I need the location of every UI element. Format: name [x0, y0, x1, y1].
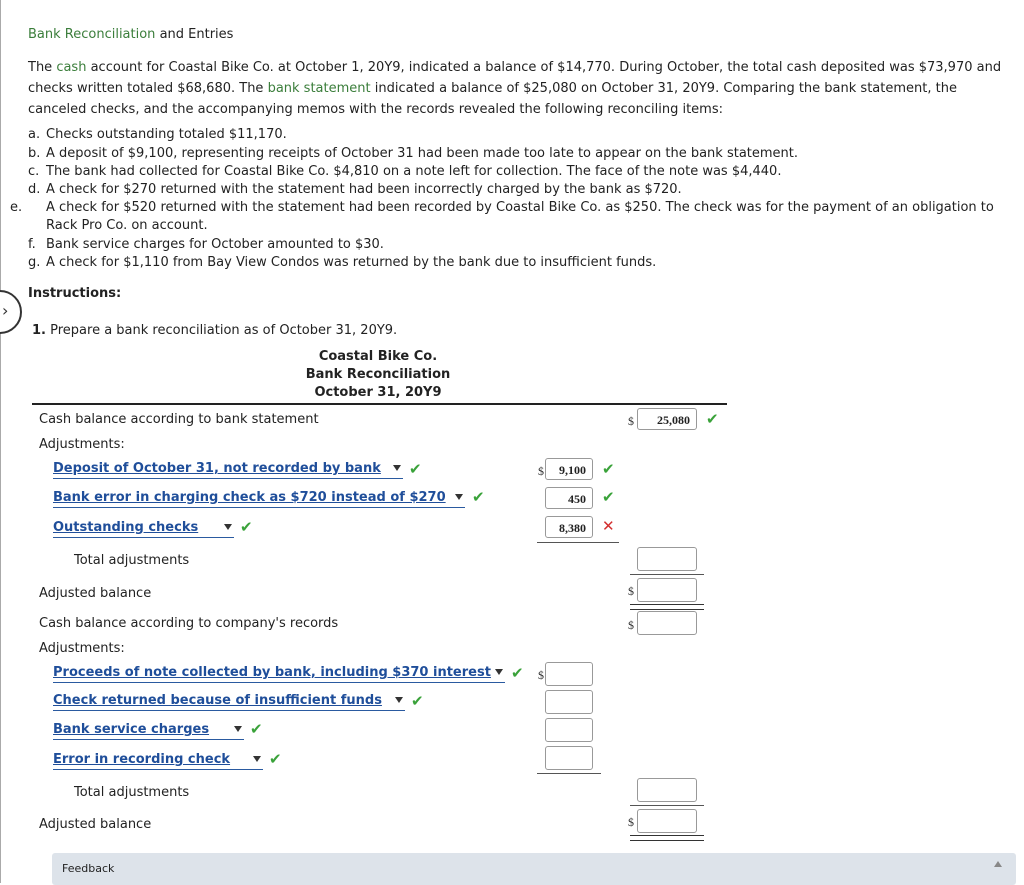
bank-adjustments-label: Adjustments: [39, 437, 125, 452]
correct-check-icon: ✔ [409, 460, 422, 478]
company-adjusted-balance-input[interactable] [637, 809, 697, 833]
company-adjustment-dropdown-3[interactable] [53, 721, 244, 740]
dollar-sign: $ [538, 464, 544, 478]
list-item [28, 145, 1013, 163]
feedback-label: Feedback [62, 862, 115, 875]
company-total-adjustments-input[interactable] [637, 778, 697, 802]
correct-check-icon: ✔ [602, 488, 615, 506]
item-text: A check for $270 returned with the statement had been incorrectly charged by the bank as $720. [46, 182, 682, 197]
subtotal-rule [537, 773, 601, 774]
correct-check-icon: ✔ [602, 460, 615, 478]
feedback-panel[interactable] [52, 853, 1016, 885]
question-number: 1. [32, 323, 46, 338]
dollar-sign: $ [628, 414, 634, 428]
page-left-border [0, 0, 1, 883]
company-adjustment-input-1[interactable] [545, 662, 593, 686]
bank-adjusted-balance-label: Adjusted balance [39, 586, 152, 601]
list-item [28, 181, 1013, 199]
list-item [28, 163, 1013, 181]
double-underline [630, 604, 704, 610]
instructions-heading: Instructions: [28, 286, 122, 301]
nav-previous-button[interactable] [0, 290, 22, 334]
page-title [28, 27, 233, 42]
bank-adjustment-dropdown-3[interactable] [53, 519, 234, 538]
dollar-sign: $ [628, 584, 634, 598]
item-label: c. [28, 164, 40, 179]
question-prompt [32, 323, 397, 338]
statement-name: Bank Reconciliation [305, 367, 451, 382]
item-text: Checks outstanding totaled $11,170. [46, 127, 287, 142]
bank-adjustment-input-1[interactable]: 9,100 [545, 458, 593, 480]
correct-check-icon: ✔ [269, 750, 282, 768]
title-suffix: and Entries [155, 27, 234, 42]
list-item [28, 126, 1013, 144]
bank-total-adjustments-label: Total adjustments [74, 553, 190, 568]
chevron-down-icon [224, 524, 232, 530]
item-text: A check for $520 returned with the statement had been recorded by Coastal Bike Co. as $250. The check was for the payment of an obligation to Rack Pro Co. on account. [46, 200, 994, 233]
chevron-down-icon [393, 465, 401, 471]
dropdown-selected-text: Deposit of October 31, not recorded by bank [53, 461, 381, 476]
dollar-sign: $ [538, 668, 544, 682]
problem-text-2: account for Coastal Bike Co. at October 1, 20Y9, indicated a balance of $14,770. During October, the total cash deposited was $73,970 and checks written totaled $68,680. The [28, 60, 1002, 96]
item-text: A deposit of $9,100, representing receipts of October 31 had been made too late to appear on the bank statement. [46, 146, 799, 161]
item-label: e. [10, 200, 23, 215]
dropdown-selected-text: Check returned because of insufficient funds [53, 693, 382, 708]
statement-date: October 31, 20Y9 [314, 385, 442, 400]
item-label: g. [28, 255, 41, 270]
item-text: The bank had collected for Coastal Bike Co. $4,810 on a note left for collection. The face of the note was $4,440. [46, 164, 782, 179]
bank-adjusted-balance-input[interactable] [637, 578, 697, 602]
problem-text-3: indicated a balance of $25,080 on October 31, 20Y9. Comparing the bank statement, the canceled checks, and the accompanying memos with the records revealed the following reconciling items: [28, 81, 957, 117]
dollar-sign: $ [628, 815, 634, 829]
item-text: A check for $1,110 from Bay View Condos was returned by the bank due to insufficient funds. [46, 255, 657, 270]
correct-check-icon: ✔ [250, 720, 263, 738]
item-label: a. [28, 127, 41, 142]
company-adjustment-input-3[interactable] [545, 718, 593, 742]
dropdown-selected-text: Outstanding checks [53, 520, 199, 535]
company-adjustment-dropdown-2[interactable] [53, 692, 405, 711]
item-label: b. [28, 146, 41, 161]
company-adjustment-input-2[interactable] [545, 690, 593, 714]
subtotal-rule [630, 574, 704, 575]
company-total-adjustments-label: Total adjustments [74, 785, 190, 800]
list-item [28, 236, 1013, 254]
subtotal-rule [630, 805, 704, 806]
company-adjustment-dropdown-4[interactable] [53, 751, 263, 770]
cash-glossary-link[interactable]: cash [56, 60, 87, 75]
list-item [10, 199, 1016, 235]
correct-check-icon: ✔ [706, 410, 719, 428]
dropdown-selected-text: Bank service charges [53, 722, 210, 737]
correct-check-icon: ✔ [511, 664, 524, 682]
question-text: Prepare a bank reconciliation as of October 31, 20Y9. [50, 323, 398, 338]
bank-balance-label: Cash balance according to bank statement [39, 412, 319, 427]
bank-adjustment-dropdown-1[interactable] [53, 460, 403, 479]
chevron-down-icon [234, 726, 242, 732]
company-balance-input[interactable] [637, 611, 697, 635]
company-adjustment-input-4[interactable] [545, 746, 593, 770]
subtotal-rule [537, 542, 619, 543]
bank-balance-input[interactable]: 25,080 [637, 408, 697, 430]
statement-company: Coastal Bike Co. [318, 349, 438, 364]
bank-adjustment-dropdown-2[interactable] [53, 489, 465, 508]
incorrect-x-icon: ✕ [602, 517, 615, 535]
bank-adjustment-input-2[interactable]: 450 [545, 487, 593, 509]
chevron-right-icon: › [2, 301, 9, 320]
company-adjustment-dropdown-1[interactable] [53, 664, 505, 683]
chevron-down-icon [455, 494, 463, 500]
company-adjustments-label: Adjustments: [39, 641, 125, 656]
chevron-down-icon [395, 697, 403, 703]
correct-check-icon: ✔ [240, 518, 253, 536]
item-text: Bank service charges for October amounted to $30. [46, 237, 384, 252]
company-adjusted-balance-label: Adjusted balance [39, 817, 152, 832]
bank-total-adjustments-input[interactable] [637, 547, 697, 571]
item-label: f. [28, 237, 36, 252]
company-balance-label: Cash balance according to company's records [39, 616, 339, 631]
chevron-down-icon [253, 756, 261, 762]
item-label: d. [28, 182, 41, 197]
dropdown-selected-text: Bank error in charging check as $720 instead of $270 [53, 490, 446, 505]
correct-check-icon: ✔ [472, 488, 485, 506]
dollar-sign: $ [628, 618, 634, 632]
problem-text-1: The [28, 60, 57, 75]
dropdown-selected-text: Error in recording check [53, 752, 231, 767]
bank-adjustment-input-3[interactable]: 8,380 [545, 516, 593, 538]
bank-statement-glossary-link[interactable]: bank statement [267, 81, 371, 96]
statement-header-rule [32, 403, 727, 405]
list-item [28, 254, 1013, 272]
problem-paragraph [28, 57, 1018, 120]
chevron-down-icon [495, 669, 503, 675]
correct-check-icon: ✔ [411, 692, 424, 710]
double-underline [630, 835, 704, 841]
dropdown-selected-text: Proceeds of note collected by bank, including $370 interest [53, 665, 491, 680]
expand-arrow-icon[interactable] [994, 861, 1002, 867]
title-link[interactable]: Bank Reconciliation [28, 27, 156, 42]
